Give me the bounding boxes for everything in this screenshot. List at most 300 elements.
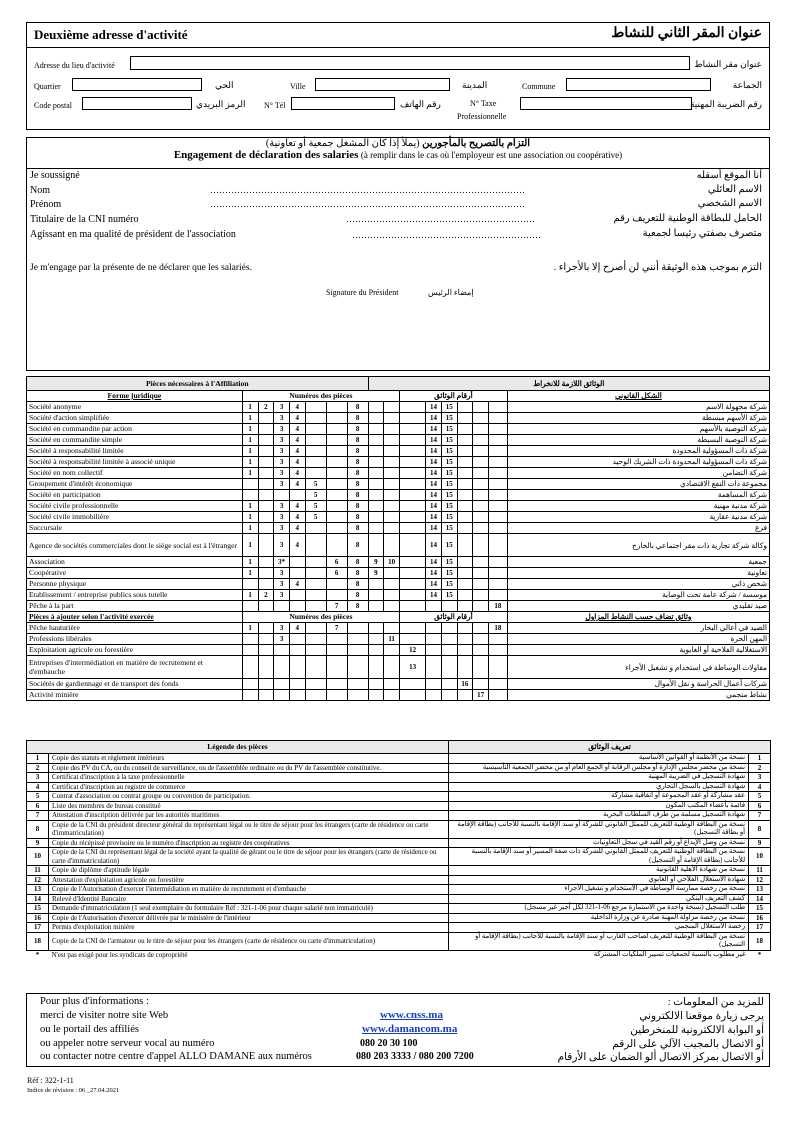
piece-number-cell — [242, 679, 258, 690]
row-forme-ar: مقاولات الوساطة في استخدام و تشغيل الأجراء — [507, 656, 769, 679]
pieces-row — [27, 435, 770, 446]
legend-row — [27, 838, 771, 848]
piece-number-cell — [326, 679, 347, 690]
header2-fr: Pièces à ajouter selon l'activité exercée — [27, 612, 243, 623]
row-forme-fr: Sociétés de gardiennage et de transport des fonds — [27, 679, 243, 690]
commune-input[interactable] — [566, 78, 711, 91]
piece-number-cell — [305, 656, 326, 679]
piece-number-cell — [473, 568, 489, 579]
taxe-input[interactable] — [520, 97, 692, 110]
row-forme-fr: Activité minière — [27, 690, 243, 701]
revision-index: Indice de révision : 06 _27.04.2021 — [27, 1087, 120, 1094]
piece-number-cell — [305, 413, 326, 424]
cni-field[interactable]: ……………………………………………………… — [346, 214, 535, 224]
piece-number-cell — [274, 601, 290, 612]
piece-number-cell: 4 — [289, 512, 305, 523]
piece-number-cell: 4 — [289, 579, 305, 590]
piece-number-cell — [399, 634, 425, 645]
piece-number-cell: 7 — [326, 623, 347, 634]
piece-number-cell — [457, 468, 473, 479]
piece-number-cell: 15 — [441, 435, 457, 446]
piece-number-cell: 15 — [441, 413, 457, 424]
legend-row — [27, 848, 771, 866]
legend-text-fr: Demande d'immatriculation (1 seul exemplaire du formulaire Réf : 321-1-06 pour chaque salarié non immatriculé) — [49, 904, 449, 914]
engagement-title-fr: Engagement de déclaration des salaries — [173, 149, 359, 161]
piece-number-cell — [326, 512, 347, 523]
piece-number-cell — [384, 601, 400, 612]
pieces-table — [26, 376, 770, 701]
legend-row — [27, 801, 771, 811]
piece-number-cell — [441, 679, 457, 690]
header2-num-ar: أرقام الوثائق — [399, 612, 507, 623]
piece-number-cell — [258, 656, 274, 679]
piece-number-cell — [368, 645, 384, 656]
piece-number-cell: 4 — [289, 468, 305, 479]
piece-number-cell — [384, 457, 400, 468]
piece-number-cell — [384, 446, 400, 457]
piece-number-cell — [384, 479, 400, 490]
piece-number-cell — [384, 679, 400, 690]
piece-number-cell: 15 — [441, 590, 457, 601]
piece-number-cell — [305, 690, 326, 701]
piece-number-cell — [347, 656, 368, 679]
piece-number-cell: 1 — [242, 568, 258, 579]
piece-number-cell: 1 — [242, 590, 258, 601]
piece-number-cell — [457, 457, 473, 468]
piece-number-cell — [384, 523, 400, 534]
piece-number-cell — [473, 534, 489, 557]
piece-number-cell — [384, 402, 400, 413]
piece-number-cell: 3 — [274, 568, 290, 579]
legend-text-fr: Copie de l'Autorisation d'exercer l'intermédiation en matière de recrutement et d'embauche — [49, 885, 449, 895]
legend-row — [27, 923, 771, 933]
piece-number-cell: 1 — [242, 534, 258, 557]
piece-number-cell: 3 — [274, 501, 290, 512]
piece-number-cell — [488, 446, 507, 457]
row-forme-fr: Société à responsabilité limitée — [27, 446, 243, 457]
address-input[interactable] — [130, 56, 690, 70]
quartier-input[interactable] — [72, 78, 202, 91]
website-link[interactable]: www.cnss.ma — [380, 1009, 443, 1021]
piece-number-cell — [457, 623, 473, 634]
piece-number-cell — [384, 501, 400, 512]
legend-text-fr: Attestation d'inscription délivrée par les autorités maritimes — [49, 811, 449, 821]
row-forme-ar: شركة الأسهم مبسطة — [507, 413, 769, 424]
piece-number-cell — [258, 634, 274, 645]
piece-number-cell — [258, 457, 274, 468]
call-center-numbers: 080 203 3333 / 080 200 7200 — [356, 1051, 474, 1062]
engagement-title-fr-sub: (à remplir dans le cas où l'employeur est une association ou coopérative) — [360, 150, 623, 160]
signature-fr: Signature du Président — [326, 288, 399, 297]
piece-number-cell — [384, 690, 400, 701]
row-forme-ar: صيد تقليدي — [507, 601, 769, 612]
piece-number-cell — [488, 656, 507, 679]
piece-number-cell: 8 — [347, 413, 368, 424]
piece-number-cell: 14 — [426, 413, 442, 424]
piece-number-cell — [326, 656, 347, 679]
piece-number-cell: 3 — [274, 468, 290, 479]
row-forme-fr: Professions libérales — [27, 634, 243, 645]
address-label-fr: Adresse du lieu d'activité — [34, 61, 115, 70]
row-forme-fr: Société civile immobilière — [27, 512, 243, 523]
piece-number-cell — [399, 523, 425, 534]
piece-number-cell: 4 — [289, 402, 305, 413]
piece-number-cell — [289, 690, 305, 701]
legend-text-fr: Copie des statuts et règlement intérieurs — [49, 754, 449, 764]
piece-number-cell — [289, 557, 305, 568]
piece-number-cell — [368, 424, 384, 435]
piece-number-cell — [347, 679, 368, 690]
pieces-row — [27, 645, 770, 656]
legend-number-ar: 4 — [749, 782, 771, 792]
piece-number-cell — [457, 690, 473, 701]
piece-number-cell — [347, 690, 368, 701]
piece-number-cell: 15 — [441, 534, 457, 557]
legend-number-fr: 10 — [27, 848, 49, 866]
piece-number-cell — [441, 645, 457, 656]
row-forme-ar: المهن الحرة — [507, 634, 769, 645]
row-forme-ar: تعاونية — [507, 568, 769, 579]
piece-number-cell — [368, 601, 384, 612]
piece-number-cell — [289, 645, 305, 656]
piece-number-cell: 15 — [441, 446, 457, 457]
piece-number-cell — [488, 579, 507, 590]
piece-number-cell — [305, 568, 326, 579]
piece-number-cell — [384, 579, 400, 590]
piece-number-cell — [305, 579, 326, 590]
piece-number-cell — [258, 534, 274, 557]
prenom-fr: Prénom — [30, 199, 62, 210]
piece-number-cell — [399, 402, 425, 413]
piece-number-cell — [258, 601, 274, 612]
piece-number-cell — [399, 534, 425, 557]
piece-number-cell: 13 — [399, 656, 425, 679]
piece-number-cell: 5 — [305, 479, 326, 490]
portal-link[interactable]: www.damancom.ma — [362, 1023, 458, 1035]
piece-number-cell — [399, 479, 425, 490]
tel-input[interactable] — [291, 97, 395, 110]
piece-number-cell — [274, 645, 290, 656]
piece-number-cell — [305, 523, 326, 534]
piece-number-cell: 7 — [326, 601, 347, 612]
piece-number-cell — [488, 645, 507, 656]
row-forme-fr: Agence de sociétés commerciales dont le siège social est à l'étranger — [27, 534, 243, 557]
pieces-row — [27, 413, 770, 424]
piece-number-cell — [473, 679, 489, 690]
president-field[interactable]: ……………………………………………………… — [352, 230, 541, 240]
piece-number-cell — [242, 690, 258, 701]
row-forme-ar: شركة مدنية عقارية — [507, 512, 769, 523]
legend-number-fr: 2 — [27, 763, 49, 773]
piece-number-cell: 2 — [258, 590, 274, 601]
pieces-row — [27, 479, 770, 490]
piece-number-cell — [488, 590, 507, 601]
row-forme-fr: Groupement d'intérêt économique — [27, 479, 243, 490]
legend-text-fr: Copie de diplôme d'aptitude légale — [49, 866, 449, 876]
piece-number-cell — [488, 634, 507, 645]
pieces-row — [27, 446, 770, 457]
piece-number-cell — [258, 523, 274, 534]
piece-number-cell — [384, 413, 400, 424]
piece-number-cell — [384, 490, 400, 501]
legend-text-fr: Relevé d'Identité Bancaire — [49, 894, 449, 904]
piece-number-cell: 4 — [289, 424, 305, 435]
piece-number-cell — [399, 623, 425, 634]
col-forme-ar: الشكل القانوني — [507, 391, 769, 402]
piece-number-cell — [326, 402, 347, 413]
legend-number-ar: 17 — [749, 923, 771, 933]
piece-number-cell — [326, 634, 347, 645]
piece-number-cell — [473, 468, 489, 479]
piece-number-cell — [368, 490, 384, 501]
piece-number-cell: 8 — [347, 446, 368, 457]
reference: Réf : 322-1-11 — [27, 1076, 74, 1085]
pieces-row — [27, 690, 770, 701]
piece-number-cell — [242, 479, 258, 490]
pieces-row — [27, 523, 770, 534]
prenom-field[interactable]: …………………………………………………………………………………………… — [210, 199, 525, 209]
piece-number-cell: 15 — [441, 402, 457, 413]
piece-number-cell: 9 — [368, 568, 384, 579]
row-forme-ar: شركة ذات المسؤولية المحدودة — [507, 446, 769, 457]
piece-number-cell — [326, 413, 347, 424]
piece-number-cell — [399, 424, 425, 435]
pieces-section — [26, 376, 770, 701]
piece-number-cell: 8 — [347, 435, 368, 446]
piece-number-cell — [305, 424, 326, 435]
legend-row — [27, 811, 771, 821]
piece-number-cell — [305, 446, 326, 457]
piece-number-cell — [305, 645, 326, 656]
piece-number-cell: 14 — [426, 435, 442, 446]
piece-number-cell — [242, 634, 258, 645]
prenom-ar: الاسم الشخصي — [697, 198, 762, 209]
row-forme-ar: موسسة / شركة عامة تحت الوصاية — [507, 590, 769, 601]
legend-header-ar: تعريف الوثائق — [449, 741, 771, 754]
piece-number-cell: 15 — [441, 424, 457, 435]
legend-star: * — [35, 950, 40, 959]
info-l5-ar: أو الاتصال بمركز الاتصال ألو الضمان على الأرقام — [557, 1052, 764, 1063]
piece-number-cell — [473, 512, 489, 523]
piece-number-cell — [347, 634, 368, 645]
taxe-label-ar: رقم الضريبة المهنية — [689, 99, 762, 109]
legend-row — [27, 875, 771, 885]
legend-row — [27, 792, 771, 802]
piece-number-cell — [258, 645, 274, 656]
code-postal-input[interactable] — [82, 97, 192, 110]
piece-number-cell — [473, 413, 489, 424]
piece-number-cell: 1 — [242, 501, 258, 512]
legend-row — [27, 913, 771, 923]
piece-number-cell — [242, 645, 258, 656]
piece-number-cell: 3* — [274, 557, 290, 568]
row-forme-ar: شركات أعمال الحراسة و نقل الأموال — [507, 679, 769, 690]
piece-number-cell — [399, 468, 425, 479]
piece-number-cell: 15 — [441, 457, 457, 468]
piece-number-cell: 1 — [242, 424, 258, 435]
row-forme-fr: Pêche hauturière — [27, 623, 243, 634]
legend-number-fr: 16 — [27, 913, 49, 923]
piece-number-cell: 14 — [426, 479, 442, 490]
legend-row — [27, 820, 771, 838]
legend-text-ar: شهادة التسجيل مسلمة من طرف السلطات البحرية — [449, 811, 749, 821]
legend-text-ar: شهادة الاستغلال الفلاحي أو الغابوي — [449, 875, 749, 885]
row-forme-fr: Société en nom collectif — [27, 468, 243, 479]
piece-number-cell — [457, 656, 473, 679]
legend-number-fr: 13 — [27, 885, 49, 895]
row-forme-ar: جمعية — [507, 557, 769, 568]
piece-number-cell — [488, 479, 507, 490]
piece-number-cell — [441, 656, 457, 679]
piece-number-cell — [305, 623, 326, 634]
legend-text-ar: عقد مشاركة أو عقد المجموعة أو اتفاقية مشاركة — [449, 792, 749, 802]
piece-number-cell: 17 — [473, 690, 489, 701]
piece-number-cell: 4 — [289, 413, 305, 424]
piece-number-cell — [399, 413, 425, 424]
piece-number-cell: 8 — [347, 523, 368, 534]
piece-number-cell: 8 — [347, 457, 368, 468]
piece-number-cell — [368, 446, 384, 457]
piece-number-cell — [384, 645, 400, 656]
row-forme-fr: Succursale — [27, 523, 243, 534]
nom-fr: Nom — [30, 185, 50, 196]
piece-number-cell — [457, 512, 473, 523]
piece-number-cell: 8 — [347, 568, 368, 579]
pieces-row — [27, 623, 770, 634]
voice-server-number: 080 20 30 100 — [360, 1038, 418, 1049]
cni-fr: Titulaire de la CNI numéro — [30, 214, 139, 225]
legend-star-right: * — [757, 950, 762, 959]
row-forme-ar: شركة مدنية مهنية — [507, 501, 769, 512]
piece-number-cell — [473, 645, 489, 656]
legend-star-ar: غير مطلوب بالنسبة لجمعيات تسيير الملكيات المشتركة — [593, 950, 746, 958]
legend-text-ar: نسخة من محضر مجلس الإدارة أو مجلس الرقابة أو الجمع العام أو من محضر الجمعية التأسيسية — [449, 763, 749, 773]
piece-number-cell: 1 — [242, 446, 258, 457]
piece-number-cell: 1 — [242, 512, 258, 523]
nom-field[interactable]: …………………………………………………………………………………………… — [210, 185, 525, 195]
legend-row — [27, 932, 771, 950]
legend-number-ar: 18 — [749, 932, 771, 950]
piece-number-cell: 1 — [242, 523, 258, 534]
piece-number-cell: 4 — [289, 435, 305, 446]
piece-number-cell: 3 — [274, 623, 290, 634]
commune-label-fr: Commune — [522, 82, 556, 91]
piece-number-cell — [347, 645, 368, 656]
piece-number-cell — [488, 413, 507, 424]
piece-number-cell — [457, 523, 473, 534]
piece-number-cell — [384, 468, 400, 479]
piece-number-cell — [457, 557, 473, 568]
piece-number-cell — [242, 579, 258, 590]
info-l3-fr: ou le portail des affiliés — [40, 1024, 139, 1035]
piece-number-cell — [399, 557, 425, 568]
ville-input[interactable] — [315, 78, 450, 91]
legend-number-fr: 9 — [27, 838, 49, 848]
piece-number-cell — [457, 446, 473, 457]
row-forme-ar: شركة التوصية البسيطة — [507, 435, 769, 446]
pieces-row — [27, 468, 770, 479]
piece-number-cell: 18 — [488, 601, 507, 612]
piece-number-cell — [457, 490, 473, 501]
legend-table — [26, 740, 771, 959]
engagement-title-ar-sub: (يملأ إذا كان المشغل جمعية أو تعاونية) — [265, 138, 420, 149]
piece-number-cell — [368, 590, 384, 601]
piece-number-cell — [368, 479, 384, 490]
piece-number-cell: 6 — [326, 557, 347, 568]
legend-text-fr: Copie de la CNI de l'armateur ou le titre de séjour pour les étrangers (carte de résidence ou carte d'immatriculation) — [49, 932, 449, 950]
piece-number-cell: 3 — [274, 590, 290, 601]
piece-number-cell: 14 — [426, 568, 442, 579]
piece-number-cell — [326, 645, 347, 656]
piece-number-cell — [488, 435, 507, 446]
legend-number-ar: 14 — [749, 894, 771, 904]
piece-number-cell: 14 — [426, 457, 442, 468]
row-forme-ar: شركة التضامن — [507, 468, 769, 479]
piece-number-cell — [426, 623, 442, 634]
piece-number-cell: 3 — [274, 402, 290, 413]
piece-number-cell: 3 — [274, 457, 290, 468]
piece-number-cell — [488, 490, 507, 501]
row-forme-fr: Entreprises d'intermédiation en matière de recrutement et d'embauche — [27, 656, 243, 679]
piece-number-cell — [289, 679, 305, 690]
row-forme-fr: Société anonyme — [27, 402, 243, 413]
piece-number-cell: 14 — [426, 534, 442, 557]
piece-number-cell — [258, 579, 274, 590]
piece-number-cell — [488, 457, 507, 468]
pieces-row — [27, 512, 770, 523]
legend-star-row — [27, 950, 771, 959]
pieces-row — [27, 501, 770, 512]
piece-number-cell: 3 — [274, 446, 290, 457]
col-numeros-fr: Numéros des pièces — [242, 391, 399, 402]
legend-number-ar: 2 — [749, 763, 771, 773]
piece-number-cell: 3 — [274, 579, 290, 590]
piece-number-cell: 14 — [426, 512, 442, 523]
legend-number-fr: 14 — [27, 894, 49, 904]
legend-text-fr: Contrat d'association ou contrat groupe ou convention de participation. — [49, 792, 449, 802]
legend-row — [27, 904, 771, 914]
legend-number-ar: 1 — [749, 754, 771, 764]
piece-number-cell — [368, 634, 384, 645]
piece-number-cell — [473, 402, 489, 413]
piece-number-cell: 15 — [441, 512, 457, 523]
piece-number-cell — [326, 435, 347, 446]
piece-number-cell — [399, 446, 425, 457]
info-l3-ar: أو البوابة الالكترونية للمنخرطين — [630, 1025, 764, 1036]
piece-number-cell — [384, 435, 400, 446]
legend-number-fr: 12 — [27, 875, 49, 885]
piece-number-cell — [426, 690, 442, 701]
piece-number-cell: 14 — [426, 446, 442, 457]
legend-text-fr: Copie du récépissé provisoire ou le numéro d'inscription au registre des coopératives — [49, 838, 449, 848]
row-forme-fr: Exploitation agricole ou forestière — [27, 645, 243, 656]
pieces-header-row — [27, 377, 770, 391]
piece-number-cell: 15 — [441, 490, 457, 501]
row-forme-fr: Coopérative — [27, 568, 243, 579]
piece-number-cell — [457, 402, 473, 413]
piece-number-cell: 6 — [326, 568, 347, 579]
legend-row — [27, 763, 771, 773]
piece-number-cell — [258, 490, 274, 501]
piece-number-cell: 15 — [441, 579, 457, 590]
piece-number-cell — [258, 446, 274, 457]
piece-number-cell — [368, 435, 384, 446]
piece-number-cell: 1 — [242, 402, 258, 413]
pieces-header-ar: الوثائق اللازمة للانخراط — [368, 377, 769, 391]
piece-number-cell — [399, 457, 425, 468]
info-l2-fr: merci de visiter notre site Web — [40, 1010, 169, 1021]
engagement-section — [26, 137, 770, 371]
